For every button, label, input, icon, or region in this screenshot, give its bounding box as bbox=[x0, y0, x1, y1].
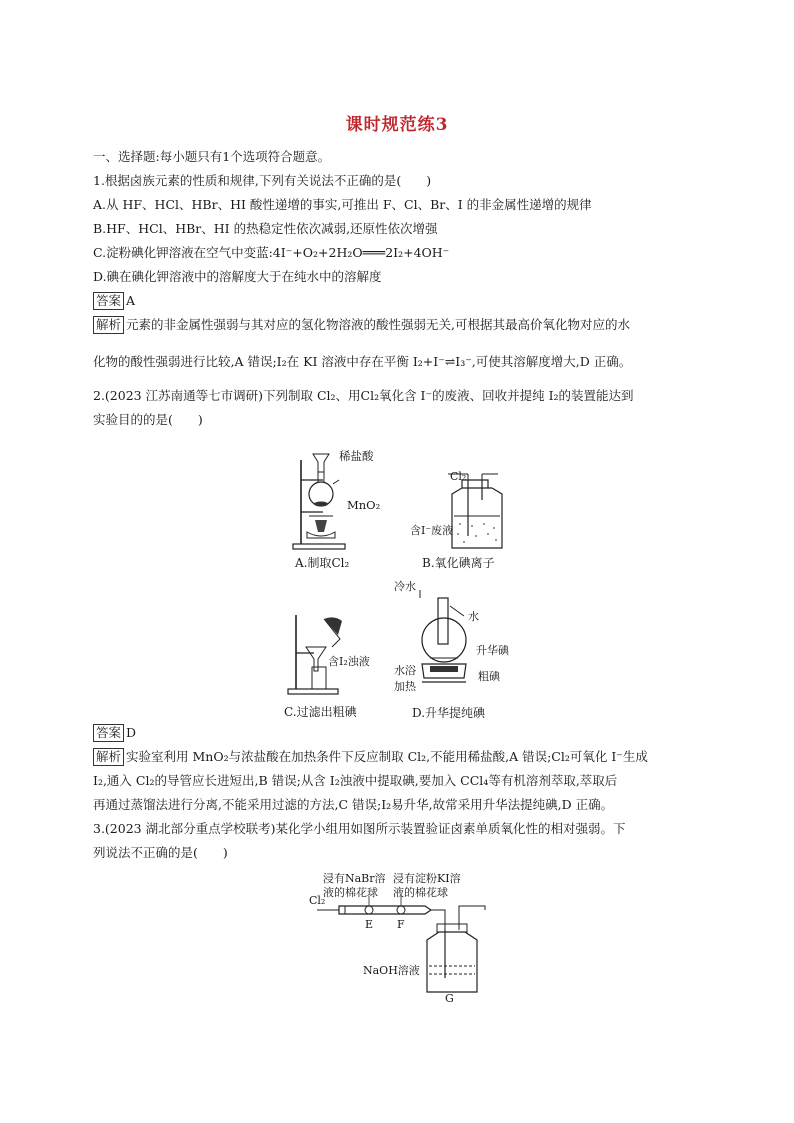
figure-c-filtration bbox=[278, 605, 408, 717]
q1-option-c: C.淀粉碘化钾溶液在空气中变蓝:4I⁻+O₂+2H₂O═══2I₂+4OH⁻ bbox=[93, 245, 450, 260]
figure-q3-label-e2: 液的棉花球 bbox=[323, 886, 378, 899]
explain-text: 元素的非金属性强弱与其对应的氢化物溶液的酸性强弱无关,可根据其最高价氧化物对应的水 bbox=[126, 317, 630, 332]
figure-q3-label-e1: 浸有NaBr溶 bbox=[323, 872, 386, 885]
figure-d-label-crude: 粗碘 bbox=[478, 670, 500, 683]
q3-stem-line1: 3.(2023 湖北部分重点学校联考)某化学小组用如图所示装置验证卤素单质氧化性的相对强弱。下 bbox=[93, 821, 626, 836]
figure-a-cl2-generator bbox=[285, 440, 405, 575]
explain-text: 实验室利用 MnO₂与浓盐酸在加热条件下反应制取 Cl₂,不能用稀盐酸,A 错误;Cl₂可氧化 I⁻生成 bbox=[126, 749, 648, 764]
q1-option-b: B.HF、HCl、HBr、HI 的热稳定性依次减弱,还原性依次增强 bbox=[93, 221, 438, 236]
answer-label: 答案 bbox=[93, 724, 124, 742]
explain-label: 解析 bbox=[93, 748, 124, 766]
section-heading: 一、选择题:每小题只有1个选项符合题意。 bbox=[93, 149, 331, 164]
figure-q3-label-f: F bbox=[397, 918, 405, 931]
figure-a-label-mno2: MnO₂ bbox=[347, 498, 381, 512]
figure-d-label-coldwater: 冷水 bbox=[394, 580, 416, 593]
q1-explain-line2: 化物的酸性强弱进行比较,A 错误;I₂在 KI 溶液中存在平衡 I₂+I⁻⇌I₃⁻,可使其溶解度增大,D 正确。 bbox=[93, 354, 632, 369]
answer-label: 答案 bbox=[93, 292, 124, 310]
q1-option-d: D.碘在碘化钾溶液中的溶解度大于在纯水中的溶解度 bbox=[93, 269, 382, 284]
figure-d-sublimation bbox=[392, 578, 522, 718]
q2-stem-line2: 实验目的的是( ) bbox=[93, 412, 203, 427]
figure-a-caption: A.制取Cl₂ bbox=[295, 556, 350, 570]
q3-stem-line2: 列说法不正确的是( ) bbox=[93, 845, 228, 860]
page-title: 课时规范练3 bbox=[345, 115, 449, 135]
figure-q3-label-g: G bbox=[445, 992, 454, 1005]
answer-value: A bbox=[126, 293, 136, 308]
q1-option-a: A.从 HF、HCl、HBr、HI 酸性递增的事实,可推出 F、Cl、Br、I 的非金属性递增的规律 bbox=[93, 197, 592, 212]
figure-b-label-cl2: Cl₂ bbox=[450, 470, 467, 483]
q2-stem-line1: 2.(2023 江苏南通等七市调研)下列制取 Cl₂、用Cl₂氧化含 I⁻的废液、回收并提纯 I₂的装置能达到 bbox=[93, 388, 634, 403]
figure-q3-label-cl2: Cl₂ bbox=[309, 894, 326, 907]
figure-c-label-turbid: 含I₂浊液 bbox=[328, 655, 370, 668]
q2-explain-line1 bbox=[93, 748, 648, 766]
figure-q3-label-naoh: NaOH溶液 bbox=[363, 964, 420, 977]
figure-d-label-waterbath: 水浴 bbox=[394, 664, 416, 677]
q1-stem: 1.根据卤族元素的性质和规律,下列有关说法不正确的是( ) bbox=[93, 173, 432, 188]
figure-d-label-sublimed: 升华碘 bbox=[476, 644, 509, 657]
q1-answer bbox=[93, 292, 135, 310]
q2-explain-line3: 再通过蒸馏法进行分离,不能采用过滤的方法,C 错误;I₂易升华,故常采用升华法提纯碘,D 正确。 bbox=[93, 797, 614, 812]
figure-d-label-heating: 加热 bbox=[394, 680, 416, 693]
q1-explain-line1 bbox=[93, 316, 630, 334]
figure-d-label-water: 水 bbox=[468, 610, 479, 623]
figure-d-caption: D.升华提纯碘 bbox=[412, 706, 486, 720]
answer-value: D bbox=[126, 725, 137, 740]
figure-b-caption: B.氧化碘离子 bbox=[422, 556, 495, 570]
figure-a-label-acid: 稀盐酸 bbox=[339, 449, 374, 463]
figure-c-caption: C.过滤出粗碘 bbox=[284, 705, 357, 719]
figure-q3-label-e: E bbox=[365, 918, 374, 931]
figure-b-oxidation bbox=[410, 470, 528, 575]
figure-q3-label-f2: 液的棉花球 bbox=[393, 886, 448, 899]
figure-q3-apparatus bbox=[305, 866, 495, 1006]
q2-answer bbox=[93, 724, 136, 742]
figure-q3-label-f1: 浸有淀粉KI溶 bbox=[393, 872, 461, 885]
q2-explain-line2: I₂,通入 Cl₂的导管应长进短出,B 错误;从含 I₂浊液中提取碘,要加入 CCl₄等有机溶剂萃取,萃取后 bbox=[93, 773, 618, 788]
explain-label: 解析 bbox=[93, 316, 124, 334]
figure-b-label-waste: 含I⁻废液 bbox=[410, 524, 454, 537]
